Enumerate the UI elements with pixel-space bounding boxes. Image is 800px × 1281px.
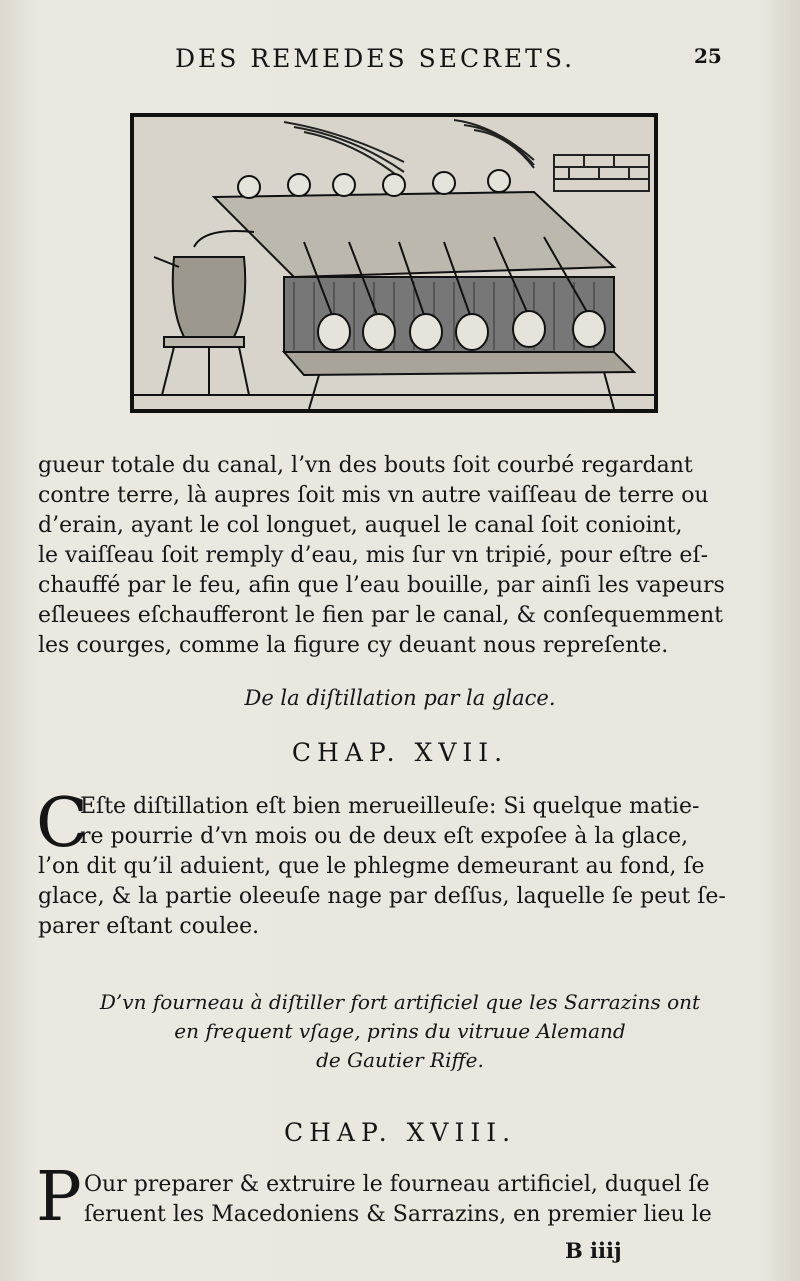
text-line: Our preparer & extruire le fourneau artificiel, duquel ſe [84,1172,710,1197]
paragraph-2 [38,852,726,942]
running-head: DES REMEDES SECRETS. [174,44,576,73]
heading-line: D’vn fourneau à diſtiller fort artificiel que les Sarrazins ont [99,990,701,1014]
drop-capital-c: C [36,784,89,863]
paragraph-1 [38,451,723,661]
text-line: ſeruent les Macedoniens & Sarrazins, en premier lieu le [84,1202,712,1227]
signature-mark: B iiij [565,1238,622,1263]
heading-line: en frequent vſage, prins du vitruue Alemand [174,1019,626,1043]
text-line: l’on dit qu’il aduient, que le phlegme demeurant au fond, ſe [38,854,705,879]
drop-capital-p: P [36,1158,82,1237]
text-line: contre terre, là aupres ſoit mis vn autre vaiſſeau de terre ou [38,483,709,508]
text-line: eſleuees eſchaufferont le fien par le canal, & conſequemment [38,603,723,628]
text-line: parer eſtant coulee. [38,914,260,939]
chapter-heading-xvii: CHAP. XVII. [291,738,509,767]
section-heading-glace: De la diſtillation par la glace. [244,686,556,710]
text-line: re pourrie d’vn mois ou de deux eſt expoſee à la glace, [80,824,689,849]
page-number: 25 [694,44,722,68]
text-line: le vaiſſeau ſoit remply d’eau, mis ſur vn tripié, pour eſtre eſ- [38,543,709,568]
text-line: Eſte diſtillation eſt bien merueilleuſe: Si quelque matie- [80,794,700,819]
distillation-woodcut-illustration [130,113,658,413]
text-line: glace, & la partie oleeuſe nage par deſſus, laquelle ſe peut ſe- [38,884,726,909]
chapter-heading-xviii: CHAP. XVIII. [283,1118,517,1147]
heading-line: de Gautier Riffe. [316,1048,484,1072]
text-line: les courges, comme la figure cy deuant nous repreſente. [38,633,669,658]
text-line: d’erain, ayant le col longuet, auquel le canal ſoit conioint, [38,513,683,538]
paragraph-2-indented [80,792,723,852]
paragraph-3 [84,1170,723,1230]
text-line: chauffé par le feu, afin que l’eau bouille, par ainſi les vapeurs [38,573,725,598]
text-line: gueur totale du canal, l’vn des bouts ſoit courbé regardant [38,453,693,478]
section-heading-fourneau [0,988,800,1075]
